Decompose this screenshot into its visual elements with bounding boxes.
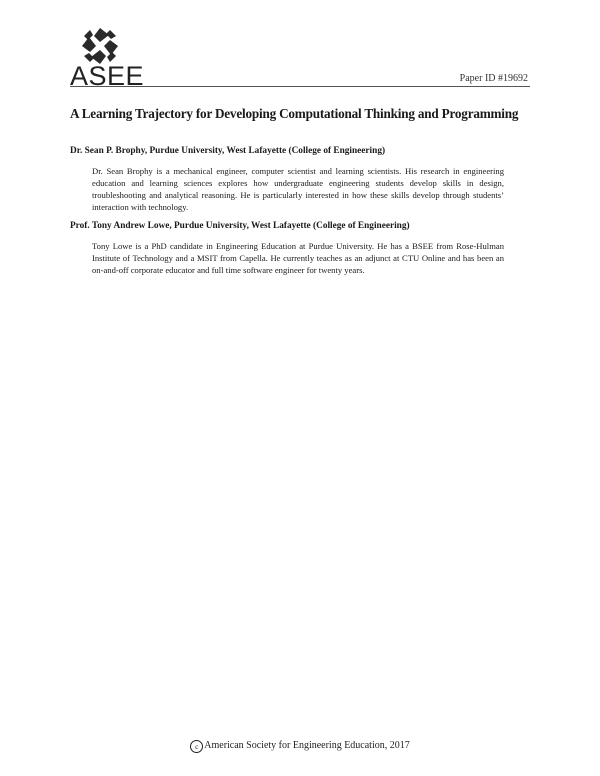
logo-wordmark: ASEE	[70, 61, 145, 91]
paper-title: A Learning Trajectory for Developing Computational Thinking and Programming	[70, 106, 519, 121]
paper-id: Paper ID #19692	[459, 73, 528, 84]
copyright-footer	[0, 740, 600, 753]
author-bio-2: Tony Lowe is a PhD candidate in Engineering Education at Purdue University. He has a BSEE from Rose-Hulman Institute of Technology and a MSIT from Capella. He currently teaches as an adjunct at CTU Online and has been an on-and-off corporate educator and full time software engineer for twenty years.	[92, 241, 504, 275]
author-bio-1: Dr. Sean Brophy is a mechanical engineer, computer scientist and learning scientists. His research in engineering education and learning sciences explores how undergraduate engineering students develop skills in design, troubleshooting and analytical reasoning. He is particularly interested in how these skills develop through students’ interaction with technology.	[92, 166, 504, 212]
asee-pinwheel-icon	[80, 26, 120, 66]
copyright-icon: c	[190, 740, 203, 753]
author-name-2: Prof. Tony Andrew Lowe, Purdue University, West Lafayette (College of Engineering)	[70, 221, 410, 231]
author-name-1: Dr. Sean P. Brophy, Purdue University, West Lafayette (College of Engineering)	[70, 146, 386, 156]
asee-logo	[70, 26, 145, 91]
copyright-text: American Society for Engineering Education, 2017	[204, 740, 410, 751]
header-divider	[70, 86, 530, 87]
